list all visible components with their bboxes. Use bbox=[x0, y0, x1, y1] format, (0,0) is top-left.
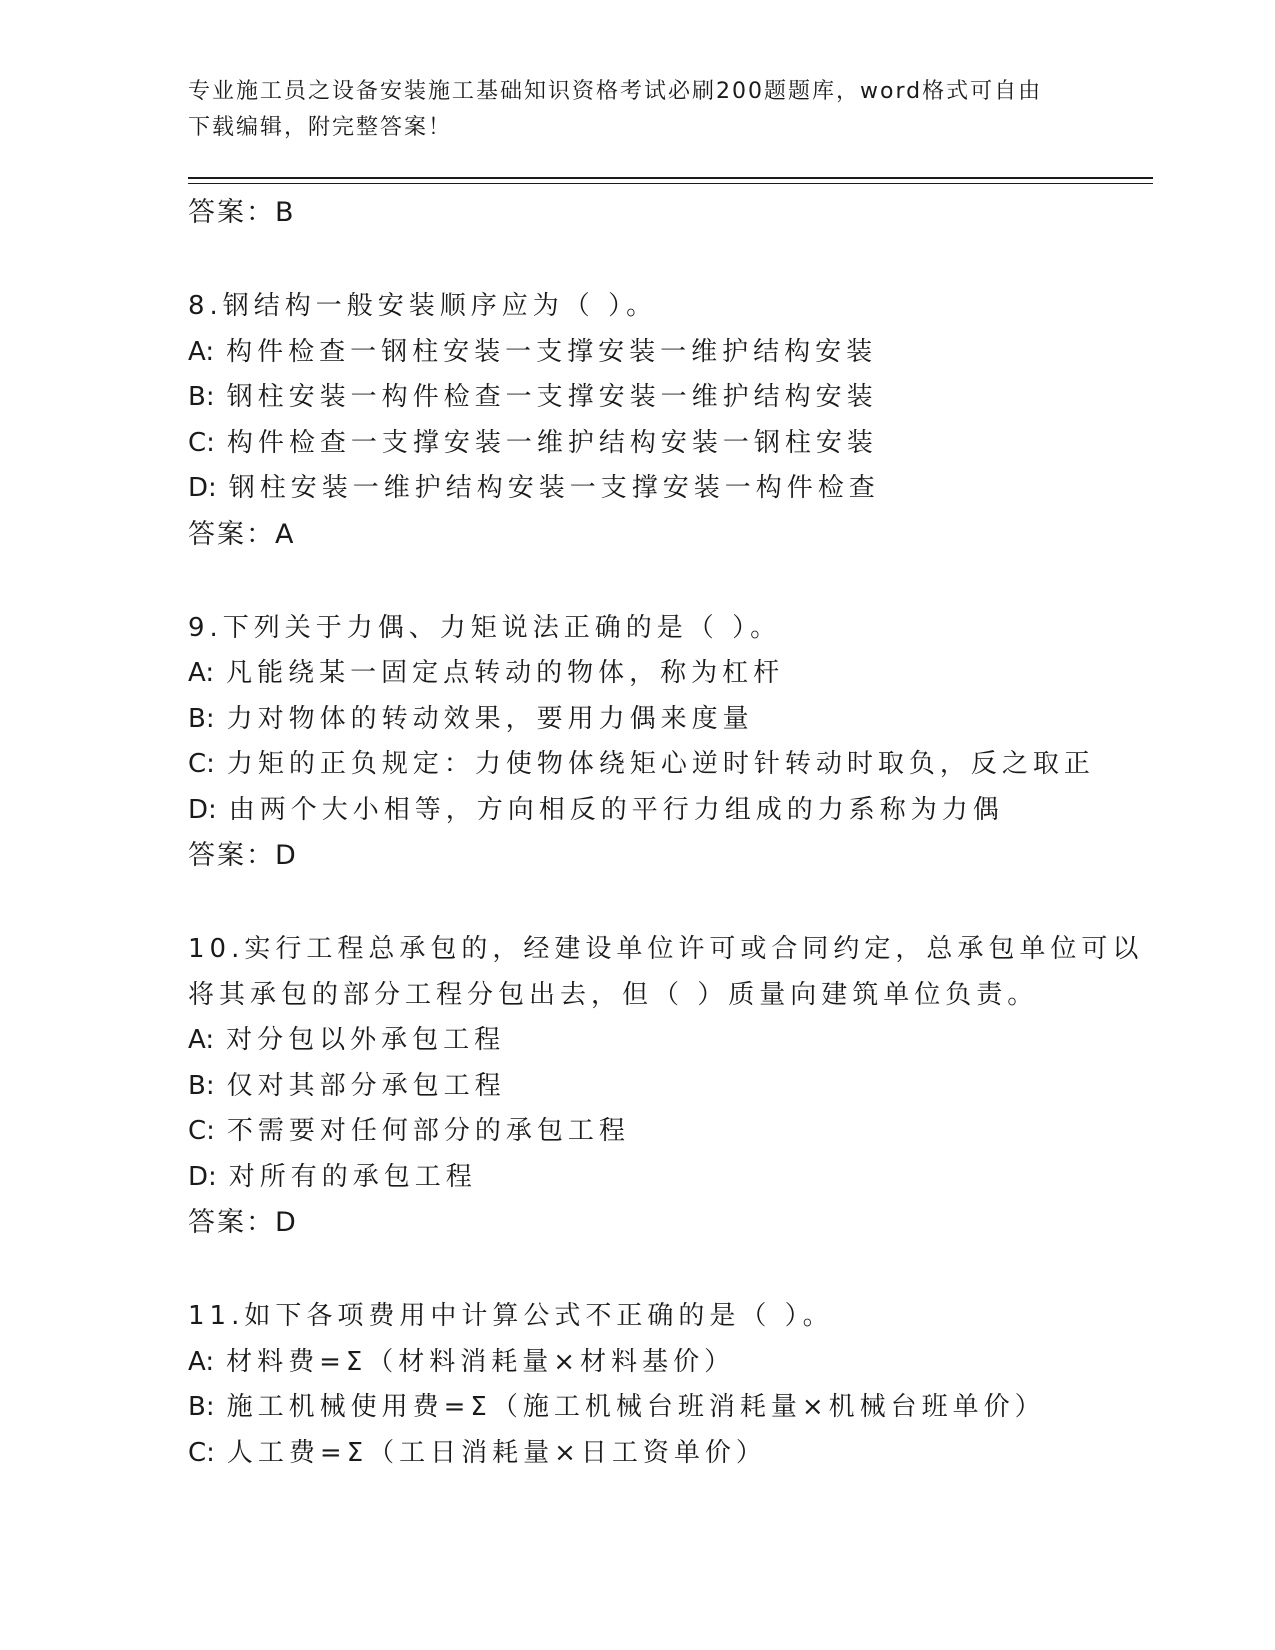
question-stem: 11.如下各项费用中计算公式不正确的是（ ）。 bbox=[188, 1301, 834, 1331]
header-rule-thick bbox=[188, 177, 1153, 179]
question-list bbox=[188, 190, 1153, 1476]
question-stem-line-1: 10.实行工程总承包的，经建设单位许可或合同约定，总承包单位可以 bbox=[188, 934, 1144, 964]
option-b: B: 钢柱安装一构件检查一支撑安装一维护结构安装 bbox=[188, 382, 878, 412]
header-rule-thin bbox=[188, 183, 1153, 184]
option-a: A: 凡能绕某一固定点转动的物体，称为杠杆 bbox=[188, 658, 785, 688]
question-10 bbox=[188, 927, 1153, 1246]
option-d: D: 对所有的承包工程 bbox=[188, 1161, 477, 1192]
question-stem: 8.钢结构一般安装顺序应为（ ）。 bbox=[188, 291, 658, 321]
option-d: D: 钢柱安装一维护结构安装一支撑安装一构件检查 bbox=[188, 473, 880, 503]
answer-line: 答案：D bbox=[188, 840, 298, 871]
option-d: D: 由两个大小相等，方向相反的平行力组成的力系称为力偶 bbox=[188, 794, 1004, 825]
document-header bbox=[188, 74, 1088, 146]
option-c: C: 力矩的正负规定：力使物体绕矩心逆时针转动时取负，反之取正 bbox=[188, 749, 1095, 779]
header-line-1: 专业施工员之设备安装施工基础知识资格考试必刷200题题库，word格式可自由 bbox=[188, 79, 1043, 104]
question-8 bbox=[188, 284, 1153, 558]
question-9 bbox=[188, 606, 1153, 880]
option-b: B: 施工机械使用费=Σ（施工机械台班消耗量×机械台班单价） bbox=[188, 1392, 1046, 1422]
answer-line: 答案：B bbox=[188, 197, 296, 228]
answer-line: 答案：A bbox=[188, 518, 296, 550]
option-a: A: 构件检查一钢柱安装一支撑安装一维护结构安装 bbox=[188, 336, 878, 367]
option-a: A: 材料费=Σ（材料消耗量×材料基价） bbox=[188, 1346, 736, 1377]
answer-line: 答案：D bbox=[188, 1207, 298, 1238]
option-b: B: 仅对其部分承包工程 bbox=[188, 1070, 506, 1101]
option-b: B: 力对物体的转动效果，要用力偶来度量 bbox=[188, 703, 754, 734]
option-c: C: 人工费=Σ（工日消耗量×日工资单价） bbox=[188, 1437, 767, 1468]
question-stem-line-2: 将其承包的部分工程分包出去，但（ ）质量向建筑单位负责。 bbox=[188, 979, 1039, 1010]
option-c: C: 不需要对任何部分的承包工程 bbox=[188, 1116, 630, 1146]
option-a: A: 对分包以外承包工程 bbox=[188, 1025, 506, 1055]
question-11 bbox=[188, 1294, 1153, 1476]
option-c: C: 构件检查一支撑安装一维护结构安装一钢柱安装 bbox=[188, 427, 878, 458]
question-stem: 9.下列关于力偶、力矩说法正确的是（ ）。 bbox=[188, 612, 782, 643]
header-line-2: 下载编辑，附完整答案！ bbox=[188, 115, 453, 140]
